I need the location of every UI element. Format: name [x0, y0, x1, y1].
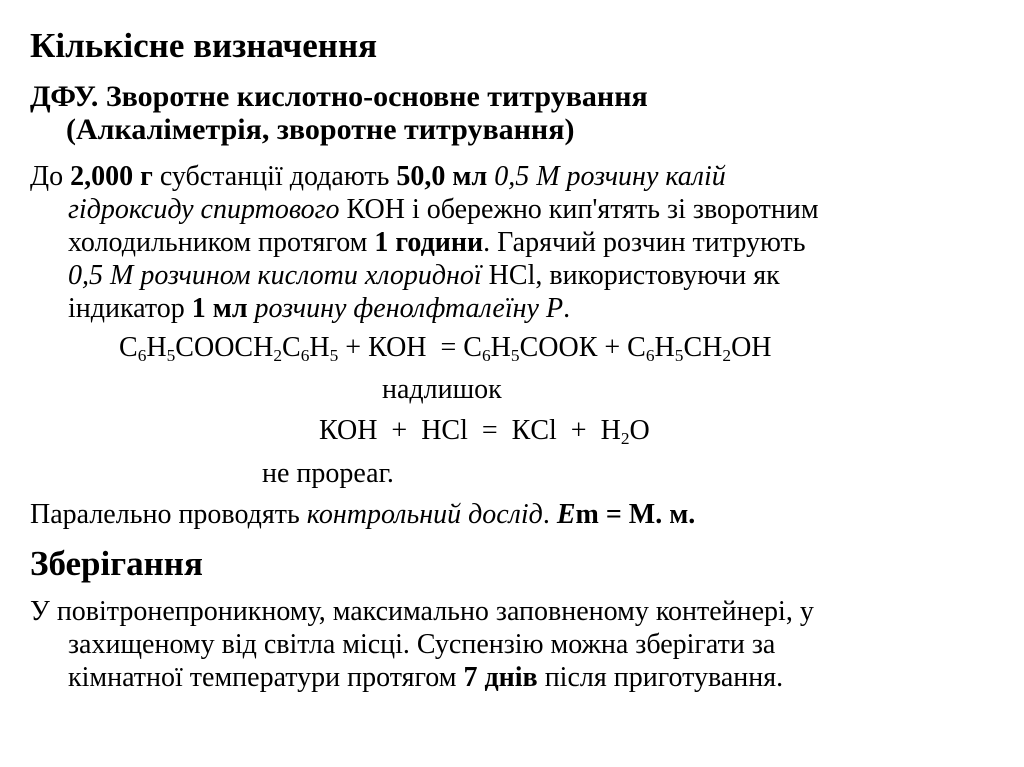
subscript: 5 — [510, 346, 520, 366]
storage-line-3 — [30, 664, 814, 697]
method-line-1: ДФУ. Зворотне кислотно-основне титрування — [30, 80, 648, 113]
text: До — [30, 161, 71, 192]
volume-value: 50,0 мл — [396, 161, 488, 192]
text: холодильником протягом — [68, 227, 375, 258]
formula-part: O — [629, 415, 650, 446]
volume-value: 1 мл — [191, 293, 248, 324]
subscript: 6 — [137, 346, 147, 366]
unreacted-label: не прореаг. — [262, 458, 394, 489]
formula-part: OH — [731, 332, 772, 363]
text: . — [563, 293, 571, 324]
text: після приготування. — [537, 662, 784, 693]
subscript: 5 — [329, 346, 339, 366]
text — [248, 293, 255, 324]
formula-part: H — [146, 332, 167, 363]
text: . Гарячий розчин титрують — [483, 227, 806, 258]
text: Паралельно проводять — [30, 499, 307, 530]
subscript: 2 — [722, 346, 732, 366]
procedure-line-1 — [30, 163, 819, 196]
formula-part: COOCH — [175, 332, 274, 363]
formula-part: COOК + C — [519, 332, 646, 363]
formula-part: + КОН = C — [338, 332, 482, 363]
method-heading — [30, 82, 648, 148]
reagent-name: гідроксиду спиртового — [68, 194, 340, 225]
indicator-name: розчину фенолфталеїну Р — [254, 293, 564, 324]
formula-part: CH — [683, 332, 723, 363]
formula-part: H — [654, 332, 675, 363]
reagent-name: 0,5 М розчином кислоти хлоридної — [68, 260, 482, 291]
subscript: 5 — [166, 346, 176, 366]
text: HCl, використовуючи як — [481, 260, 780, 291]
subscript: 2 — [620, 429, 630, 449]
control-experiment: контрольний дослід — [306, 499, 543, 530]
parallel-paragraph — [30, 501, 695, 529]
subscript: 6 — [481, 346, 491, 366]
reaction-equation-1 — [119, 332, 772, 366]
equivalent-symbol: Е — [556, 499, 576, 530]
subscript: 6 — [645, 346, 655, 366]
formula-part: H — [490, 332, 511, 363]
procedure-line-3 — [30, 229, 819, 262]
heading-quantitative-determination: Кількісне визначення — [30, 26, 378, 65]
text: кімнатної температури протягом — [68, 662, 464, 693]
subscript: 6 — [300, 346, 310, 366]
procedure-line-5 — [30, 295, 819, 328]
subscript: 5 — [674, 346, 684, 366]
reagent-name: 0,5 М розчину калій — [494, 161, 726, 192]
storage-line-1: У повітронепроникному, максимально заповненому контейнері, у — [30, 596, 814, 627]
text: субстанції додають — [152, 161, 397, 192]
procedure-paragraph — [30, 163, 819, 328]
equivalent-formula: m = М. м. — [575, 499, 696, 530]
formula-part: H — [309, 332, 330, 363]
text: індикатор — [68, 293, 192, 324]
procedure-line-2 — [30, 196, 819, 229]
storage-line-2: захищеному від світла місці. Суспензію можна зберігати за — [68, 629, 776, 660]
mass-value: 2,000 г — [70, 161, 153, 192]
subscript: 2 — [273, 346, 282, 366]
text: КОН і обережно кип'ятять зі зворотним — [339, 194, 819, 225]
procedure-line-4 — [30, 262, 819, 295]
method-line-2: (Алкаліметрія, зворотне титрування) — [66, 113, 575, 146]
formula-part: C — [282, 332, 301, 363]
text: . — [542, 499, 557, 530]
formula-part: КОН + HCl = КCl + H — [319, 415, 621, 446]
time-value: 1 години — [374, 227, 484, 258]
excess-label: надлишок — [382, 374, 502, 405]
formula-part: C — [119, 332, 138, 363]
reaction-equation-2 — [319, 415, 650, 449]
heading-storage: Зберігання — [30, 544, 203, 583]
days-value: 7 днів — [463, 662, 538, 693]
storage-paragraph — [30, 598, 814, 697]
